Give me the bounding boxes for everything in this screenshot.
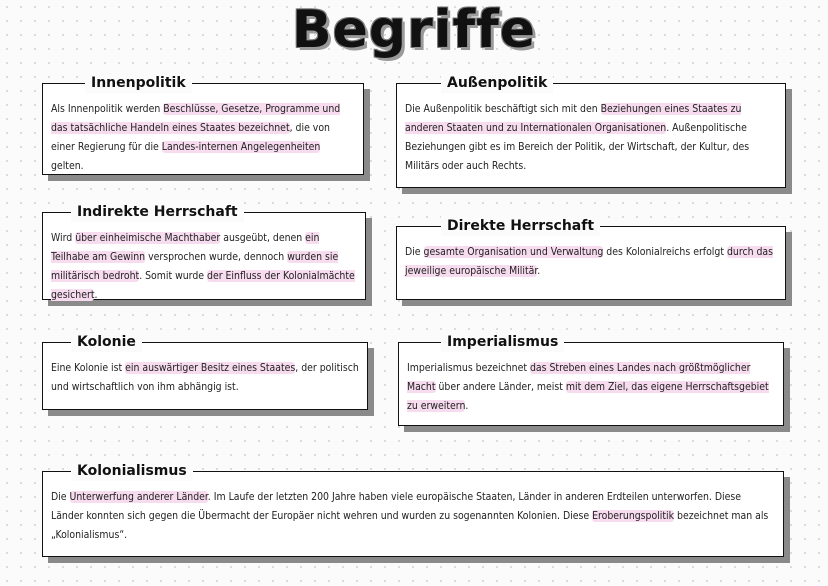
card-header: [441, 216, 600, 236]
card-title-kolonie: Kolonie: [71, 332, 142, 352]
body-text: des Kolonialreichs erfolgt: [603, 246, 727, 258]
highlighted-text: Landes-internen Angelegenheiten: [161, 141, 321, 153]
card-header: [71, 461, 193, 481]
card-header: [71, 332, 142, 352]
highlighted-text: mit dem Ziel, das eigene Herrschaftsgebiet zu erweitern: [407, 381, 769, 412]
card-kolonialismus: [42, 463, 784, 557]
card-text-direkte-herrschaft: [397, 227, 785, 287]
body-text: bezeichnet man als „Kolonialismus“.: [51, 510, 769, 541]
body-text: , die von einer Regierung für die: [51, 122, 330, 153]
highlighted-text: Beziehungen eines Staates zu anderen Staaten und zu Internationalen Organisationen: [405, 103, 742, 134]
card-aussenpolitik: [396, 75, 786, 188]
body-text: . Im Laufe der letzten 200 Jahre haben viele europäische Staaten, Länder in anderen Erdteilen unterworfen. Diese Länder konnten sich gegen die Übermacht der Europäer nicht wehren und wurden zu sogenannten Kolonien. Diese: [51, 491, 742, 522]
card-kolonie: [42, 334, 368, 410]
card-header: [441, 332, 564, 352]
card-header: [441, 73, 781, 93]
card-direkte-herrschaft: [396, 218, 786, 300]
body-text: .: [94, 289, 98, 301]
body-text: Eine Kolonie ist: [51, 362, 126, 374]
body-text: Die Außenpolitik beschäftigt sich mit den: [405, 103, 601, 115]
body-text: Die: [405, 246, 424, 258]
body-text: .: [465, 400, 469, 412]
card-title-indirekte-herrschaft: Indirekte Herrschaft: [71, 202, 244, 222]
body-text: Imperialismus bezeichnet: [407, 362, 530, 374]
card-imperialismus: [398, 334, 784, 426]
card-text-indirekte-herrschaft: [43, 213, 365, 311]
card-title-kolonialismus: Kolonialismus: [71, 461, 193, 481]
body-text: ausgeübt, denen: [220, 232, 306, 244]
body-text: , der politisch und wirtschaftlich von ihm abhängig ist.: [51, 362, 359, 393]
highlighted-text: Eroberungspolitik: [592, 510, 675, 522]
body-text: über andere Länder, meist: [435, 381, 566, 393]
highlighted-text: gesamte Organisation und Verwaltung: [423, 246, 604, 258]
body-text: Wird: [51, 232, 76, 244]
card-text-innenpolitik: [43, 84, 363, 182]
body-text: Als Innenpolitik werden: [51, 103, 164, 115]
card-title-aussenpolitik: Außenpolitik: [441, 73, 553, 93]
card-title-innenpolitik: Innenpolitik: [85, 73, 192, 93]
highlighted-text: ein auswärtiger Besitz eines Staates: [125, 362, 296, 374]
card-title-imperialismus: Imperialismus: [441, 332, 564, 352]
highlighted-text: der Einfluss der Kolonialmächte gesichert: [51, 270, 355, 301]
body-text: versprochen wurde, dennoch: [145, 251, 288, 263]
highlighted-text: ein Teilhabe am Gewinn: [51, 232, 320, 263]
body-text: Die: [51, 491, 70, 503]
highlighted-text: das Streben eines Landes nach größtmöglicher Macht: [407, 362, 751, 393]
body-text: .: [537, 265, 541, 277]
card-title-direkte-herrschaft: Direkte Herrschaft: [441, 216, 600, 236]
highlighted-text: durch das jeweilige europäische Militär: [405, 246, 774, 277]
body-text: gelten.: [51, 160, 84, 172]
card-text-aussenpolitik: [397, 84, 785, 182]
highlighted-text: über einheimische Machthaber: [75, 232, 221, 244]
highlighted-text: Beschlüsse, Gesetze, Programme und das tatsächliche Handeln eines Staates bezeichnet: [51, 103, 341, 134]
card-text-kolonialismus: [43, 472, 783, 551]
card-header: [85, 73, 365, 93]
highlighted-text: Unterwerfung anderer Länder: [69, 491, 208, 503]
highlighted-text: wurden sie militärisch bedroht: [51, 251, 339, 282]
body-text: . Somit wurde: [139, 270, 208, 282]
card-header: [71, 202, 244, 222]
card-innenpolitik: [42, 75, 364, 175]
card-indirekte-herrschaft: [42, 204, 366, 301]
card-text-imperialismus: [399, 343, 783, 422]
card-text-kolonie: [43, 343, 367, 403]
page-title: Begriffe: [291, 0, 537, 60]
body-text: . Außenpolitische Beziehungen gibt es im Bereich der Politik, der Wirtschaft, der Kultur, des Militärs oder auch Rechts.: [405, 122, 750, 172]
